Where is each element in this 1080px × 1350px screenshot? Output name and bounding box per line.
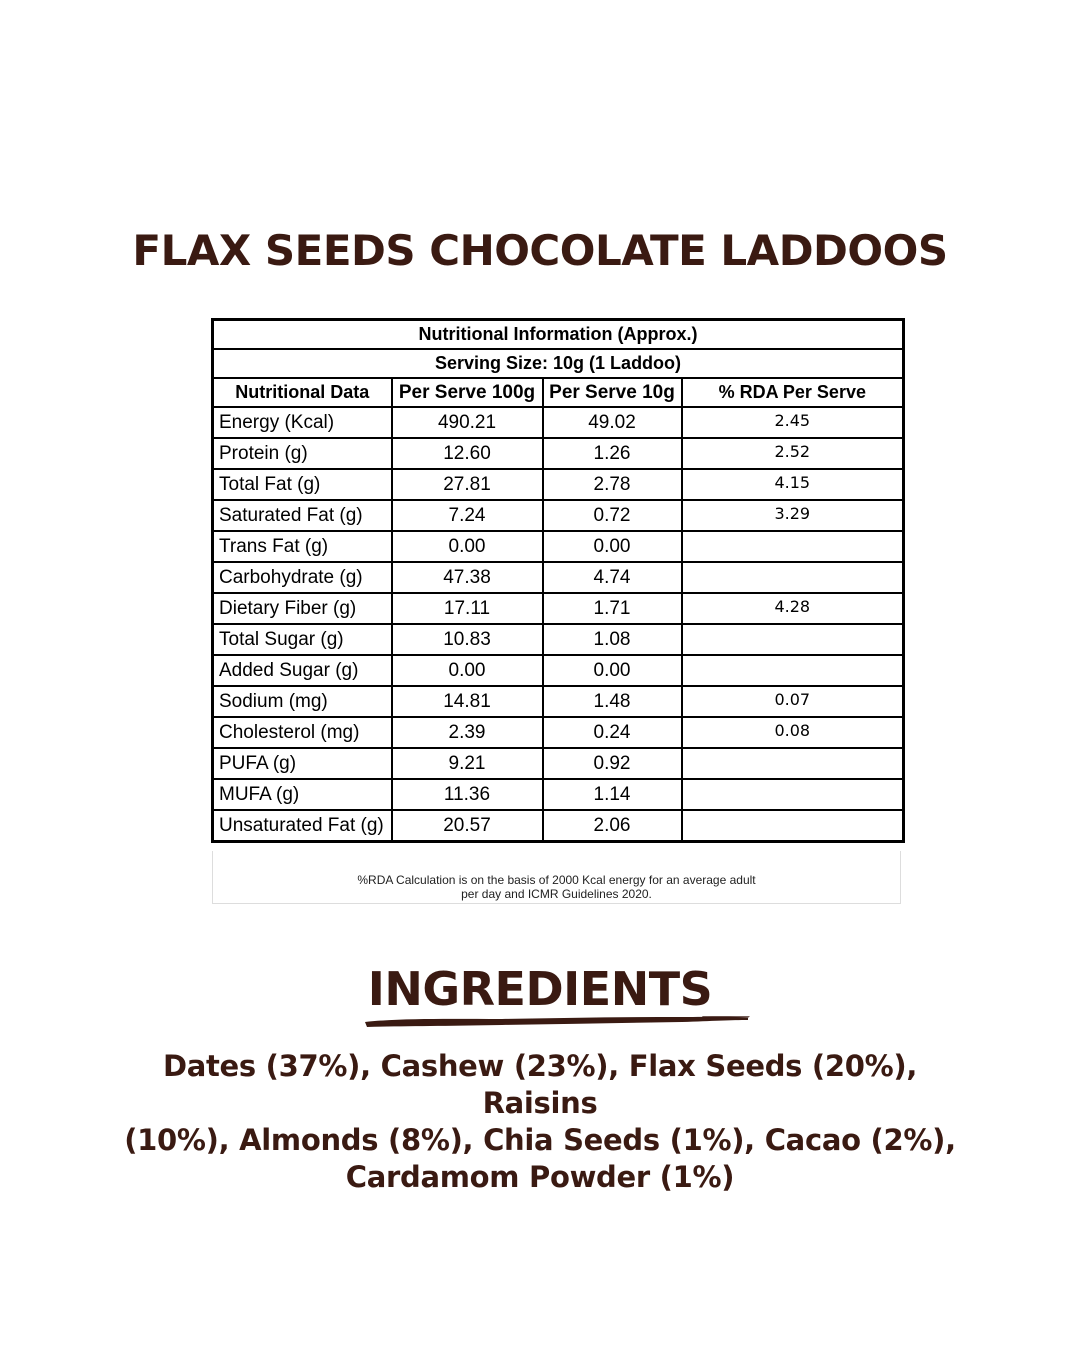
rda-value: [682, 531, 904, 562]
serving-size: Serving Size: 10g (1 Laddoo): [213, 349, 904, 378]
per-100g-value: 0.00: [392, 655, 543, 686]
rda-value: 4.15: [682, 469, 904, 500]
rda-value: [682, 655, 904, 686]
rda-value: 2.52: [682, 438, 904, 469]
nutrient-name: Trans Fat (g): [213, 531, 392, 562]
table-row: [213, 469, 904, 500]
table-row: [213, 810, 904, 842]
footnote-line: %RDA Calculation is on the basis of 2000 Kcal energy for an average adult: [357, 873, 756, 887]
rda-value: [682, 748, 904, 779]
per-100g-value: 7.24: [392, 500, 543, 531]
nutrient-name: Unsaturated Fat (g): [213, 810, 392, 842]
per-100g-value: 12.60: [392, 438, 543, 469]
per-10g-value: 4.74: [543, 562, 682, 593]
table-row: [213, 748, 904, 779]
column-header: Nutritional Data: [213, 378, 392, 407]
per-100g-value: 10.83: [392, 624, 543, 655]
nutrient-name: Saturated Fat (g): [213, 500, 392, 531]
per-100g-value: 0.00: [392, 531, 543, 562]
nutrient-name: Added Sugar (g): [213, 655, 392, 686]
table-row: [213, 438, 904, 469]
nutrient-name: Energy (Kcal): [213, 407, 392, 438]
rda-value: 2.45: [682, 407, 904, 438]
rda-value: 0.08: [682, 717, 904, 748]
nutrient-name: Carbohydrate (g): [213, 562, 392, 593]
column-header: Per Serve 10g: [543, 378, 682, 407]
rda-value: [682, 624, 904, 655]
per-10g-value: 0.92: [543, 748, 682, 779]
table-row: [213, 686, 904, 717]
per-100g-value: 14.81: [392, 686, 543, 717]
ingredients-line: (10%), Almonds (8%), Chia Seeds (1%), Cacao (2%),: [124, 1123, 956, 1157]
per-10g-value: 1.26: [543, 438, 682, 469]
per-10g-value: 0.72: [543, 500, 682, 531]
column-header: Per Serve 100g: [392, 378, 543, 407]
table-row: [213, 407, 904, 438]
ingredients-list: [120, 1048, 960, 1196]
table-row: [213, 717, 904, 748]
column-header-row: [213, 378, 904, 407]
nutrient-name: Protein (g): [213, 438, 392, 469]
footnote-line: per day and ICMR Guidelines 2020.: [461, 887, 652, 901]
per-100g-value: 17.11: [392, 593, 543, 624]
per-10g-value: 2.06: [543, 810, 682, 842]
rda-value: [682, 810, 904, 842]
nutrient-name: Dietary Fiber (g): [213, 593, 392, 624]
table-row: [213, 562, 904, 593]
per-10g-value: 1.71: [543, 593, 682, 624]
per-10g-value: 1.08: [543, 624, 682, 655]
nutrient-name: Sodium (mg): [213, 686, 392, 717]
per-10g-value: 1.14: [543, 779, 682, 810]
per-100g-value: 20.57: [392, 810, 543, 842]
rda-value: [682, 562, 904, 593]
per-10g-value: 0.00: [543, 531, 682, 562]
per-100g-value: 490.21: [392, 407, 543, 438]
nutrient-name: Total Fat (g): [213, 469, 392, 500]
product-title: FLAX SEEDS CHOCOLATE LADDOOS: [132, 226, 948, 275]
ingredients-heading: INGREDIENTS: [367, 962, 713, 1016]
nutrition-table: [211, 318, 905, 843]
per-10g-value: 2.78: [543, 469, 682, 500]
ingredients-line: Dates (37%), Cashew (23%), Flax Seeds (20%), Raisins: [162, 1049, 918, 1120]
table-row: [213, 593, 904, 624]
per-10g-value: 0.00: [543, 655, 682, 686]
per-100g-value: 2.39: [392, 717, 543, 748]
table-row: [213, 779, 904, 810]
per-10g-value: 0.24: [543, 717, 682, 748]
table-row: [213, 655, 904, 686]
nutrient-name: Cholesterol (mg): [213, 717, 392, 748]
rda-value: 4.28: [682, 593, 904, 624]
table-heading: Nutritional Information (Approx.): [213, 320, 904, 350]
per-100g-value: 27.81: [392, 469, 543, 500]
nutrient-name: MUFA (g): [213, 779, 392, 810]
per-100g-value: 9.21: [392, 748, 543, 779]
rda-value: [682, 779, 904, 810]
table-row: [213, 500, 904, 531]
ingredients-line: Cardamom Powder (1%): [345, 1160, 735, 1194]
per-10g-value: 1.48: [543, 686, 682, 717]
column-header: % RDA Per Serve: [682, 378, 904, 407]
table-row: [213, 531, 904, 562]
per-100g-value: 47.38: [392, 562, 543, 593]
per-100g-value: 11.36: [392, 779, 543, 810]
per-10g-value: 49.02: [543, 407, 682, 438]
table-row: [213, 624, 904, 655]
nutrition-rows: [213, 407, 904, 842]
rda-value: 0.07: [682, 686, 904, 717]
nutrient-name: Total Sugar (g): [213, 624, 392, 655]
brush-underline: [362, 1013, 752, 1031]
rda-footnote: [212, 851, 901, 904]
rda-value: 3.29: [682, 500, 904, 531]
nutrient-name: PUFA (g): [213, 748, 392, 779]
